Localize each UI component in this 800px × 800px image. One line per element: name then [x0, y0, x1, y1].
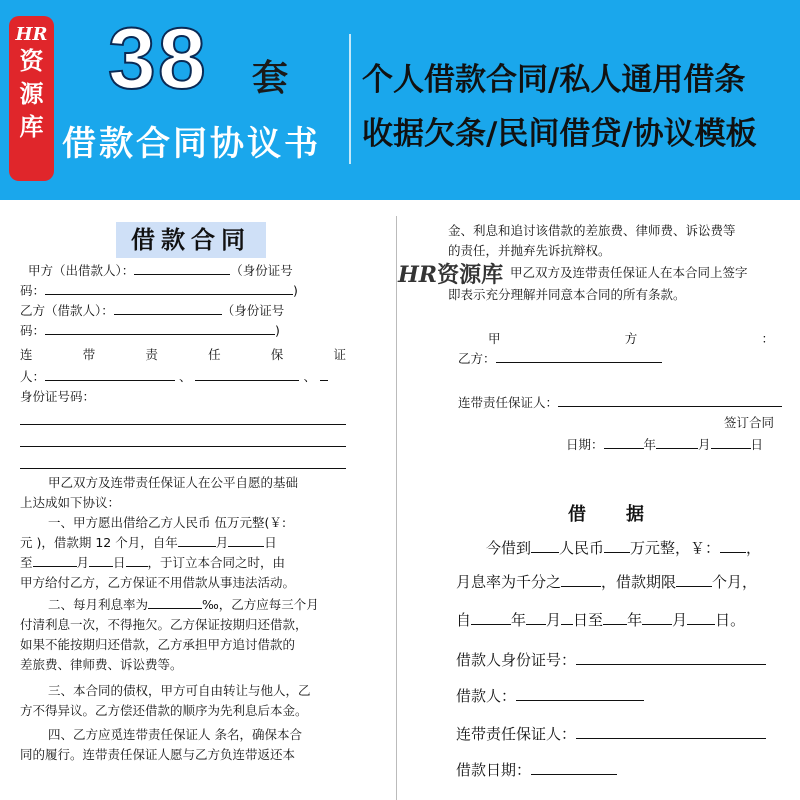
receipt-text: 自	[456, 611, 472, 629]
blank	[516, 687, 644, 701]
clause-1-line	[20, 534, 277, 552]
clause-3-line: 方不得异议。乙方偿还借款的顺序为先利息后本金。	[20, 703, 308, 718]
receipt-text: 月	[546, 611, 562, 629]
party-b-sign-label: 乙方：	[458, 351, 496, 366]
blank	[558, 395, 782, 407]
clause-text: 二、每月利息率为	[48, 597, 149, 612]
blank	[228, 535, 264, 547]
borrow-date-label: 借款日期：	[456, 761, 532, 779]
intro-line-1: 甲乙双方及连带责任保证人在公平自愿的基础	[48, 475, 299, 490]
blank	[656, 437, 698, 449]
party-a-line	[28, 262, 293, 280]
receipt-text: 万元整，￥：	[630, 539, 721, 557]
receipt-date-line	[456, 760, 617, 780]
contract-cont-line: 甲乙双方及连带责任保证人在本合同上签字	[510, 265, 748, 280]
receipt-title: 借据	[568, 504, 684, 525]
page-divider	[396, 216, 397, 800]
receipt-line-3	[456, 610, 745, 630]
contract-page	[20, 216, 356, 800]
blank	[471, 611, 511, 625]
template-count-unit: 套	[252, 58, 289, 99]
clause-2-line: 如果不能按期归还借款，乙方承担甲方追讨借款的	[20, 637, 296, 652]
receipt-id-line	[456, 650, 766, 670]
guarantor-sign-label: 连带责任保证人：	[458, 395, 559, 410]
receipt-borrower-line	[456, 686, 644, 706]
party-b-id-line: 码： )	[20, 323, 280, 338]
borrower-label: 借款人：	[456, 687, 517, 705]
clause-text: 元 )，借款期 12 个月，自年	[20, 535, 178, 550]
blank-rule	[20, 424, 346, 425]
clause-text: 日	[264, 535, 277, 550]
receipt-line-1	[486, 538, 761, 558]
blank	[711, 437, 751, 449]
guarantor-person-label: 人：	[20, 369, 46, 384]
guarantor-char: 保	[270, 347, 284, 362]
receipt-text: 年	[511, 611, 527, 629]
clause-1-line: 甲方给付乙方，乙方保证不用借款从事违法活动。	[20, 575, 296, 590]
sign-char: ：	[761, 331, 774, 346]
date-label: 日期：	[566, 437, 604, 452]
clause-text: 日	[113, 555, 126, 570]
blank	[642, 611, 672, 625]
contract-cont-line: 即表示充分理解并同意本合同的所有条款。	[448, 287, 686, 302]
id-code-label: 码：	[20, 283, 46, 298]
blank	[603, 611, 627, 625]
intro-line-2: 上达成如下协议：	[20, 495, 121, 510]
blank	[676, 573, 712, 587]
clause-text: 月	[215, 535, 229, 550]
date-part: 日	[750, 437, 764, 452]
guarantor-char: 连	[20, 347, 33, 362]
blank	[320, 369, 328, 381]
party-b-label: 乙方（借款人）：	[20, 303, 114, 318]
blank-rule	[20, 468, 346, 469]
clause-text: ，于订立本合同之时，由	[147, 555, 286, 570]
guarantor-sign-line	[458, 394, 782, 412]
receipt-page	[448, 216, 788, 800]
banner-headline-1: 个人借款合同/私人通用借条	[362, 62, 746, 98]
blank	[134, 263, 230, 275]
party-a-id-line: 码： )	[20, 283, 298, 298]
guarantor-spread-line	[20, 346, 346, 364]
party-b-sign-line	[458, 350, 662, 368]
receipt-text: 日。	[715, 611, 746, 629]
sign-char: 甲	[488, 331, 501, 346]
blank	[33, 555, 77, 567]
receipt-line-2	[456, 572, 757, 592]
receipt-guarantor-label: 连带责任保证人：	[456, 725, 577, 743]
blank	[687, 611, 715, 625]
blank	[114, 303, 222, 315]
banner-divider	[349, 34, 351, 164]
receipt-text: 日至	[573, 611, 604, 629]
clause-2-line: 付清利息一次，不得拖欠。乙方保证按期归还借款，	[20, 617, 308, 632]
receipt-text: 人民币	[559, 539, 605, 557]
logo-hr: HR	[15, 24, 48, 45]
hr-resource-logo	[9, 16, 54, 181]
blank	[148, 597, 202, 609]
clause-4-line: 四、乙方应觅连带责任保证人 条名，确保本合	[48, 727, 302, 742]
contract-cont-line: 金、利息和追讨该借款的差旅费、律师费、诉讼费等	[448, 223, 736, 238]
id-suffix: （身份证号	[221, 303, 285, 318]
party-b-line	[20, 302, 284, 320]
blank	[178, 535, 216, 547]
date-part: 月	[698, 437, 711, 452]
blank	[604, 437, 644, 449]
contract-cont-line: 的责任，并抛弃先诉抗辩权。	[448, 243, 611, 258]
clause-4-line: 同的履行。连带责任保证人愿与乙方负连带返还本	[20, 747, 296, 762]
blank	[576, 725, 766, 739]
logo-char: 源	[19, 80, 44, 108]
banner-headline-2: 收据欠条/民间借贷/协议模板	[362, 116, 757, 152]
contract-title: 借款合同	[116, 222, 266, 258]
clause-text: 月	[76, 555, 90, 570]
blank	[561, 573, 601, 587]
clause-2-line: 差旅费、律师费、诉讼费等。	[20, 657, 183, 672]
receipt-text: ，借款期限	[601, 573, 677, 591]
logo-char: 库	[19, 113, 44, 141]
blank	[604, 539, 630, 553]
blank	[126, 555, 148, 567]
sign-contract-label: 签订合同	[724, 415, 775, 430]
receipt-text: 年	[627, 611, 643, 629]
guarantor-blanks-line: 人： 、 、	[20, 368, 328, 386]
clause-text: 至	[20, 555, 33, 570]
clause-text: ‰，乙方应每三个月	[202, 597, 319, 612]
watermark-hr: HR	[398, 262, 438, 288]
clause-1-line	[20, 554, 285, 572]
party-a-label: 甲方（出借款人）：	[28, 263, 135, 278]
blank	[496, 351, 662, 363]
contract-date-line	[566, 436, 763, 454]
id-code-label: 码：	[20, 323, 46, 338]
borrower-id-label: 借款人身份证号：	[456, 651, 577, 669]
blank	[195, 369, 299, 381]
blank	[720, 539, 746, 553]
blank	[89, 555, 113, 567]
clause-2-line	[48, 596, 319, 614]
blank-rule	[20, 446, 346, 447]
receipt-text: 今借到	[486, 539, 532, 557]
banner	[0, 0, 800, 200]
party-a-sign-line	[488, 330, 774, 348]
blank	[531, 539, 559, 553]
blank	[45, 283, 293, 295]
blank	[45, 369, 175, 381]
guarantor-char: 任	[208, 347, 221, 362]
guarantor-char: 责	[145, 347, 158, 362]
receipt-guarantor-line	[456, 724, 766, 744]
receipt-text: 月	[672, 611, 688, 629]
logo-char: 资	[19, 47, 44, 75]
blank	[531, 761, 617, 775]
blank	[576, 651, 766, 665]
receipt-text: ，	[746, 539, 762, 557]
banner-left-title: 借款合同协议书	[62, 124, 321, 164]
id-number-label: 身份证号码：	[20, 389, 96, 404]
guarantor-char: 证	[333, 347, 346, 362]
guarantor-char: 带	[82, 347, 96, 362]
receipt-text: 个月，	[712, 573, 758, 591]
clause-1-line: 一、甲方愿出借给乙方人民币 伍万元整(￥:	[48, 515, 287, 530]
template-count: 38	[108, 11, 208, 107]
date-part: 年	[643, 437, 657, 452]
sign-char: 方	[624, 331, 638, 346]
blank	[561, 611, 573, 625]
blank	[526, 611, 546, 625]
watermark-text: 资源库	[437, 263, 504, 288]
receipt-text: 月息率为千分之	[456, 573, 562, 591]
blank	[45, 323, 275, 335]
clause-3-line: 三、本合同的债权，甲方可自由转让与他人，乙	[48, 683, 311, 698]
id-suffix: （身份证号	[230, 263, 293, 278]
